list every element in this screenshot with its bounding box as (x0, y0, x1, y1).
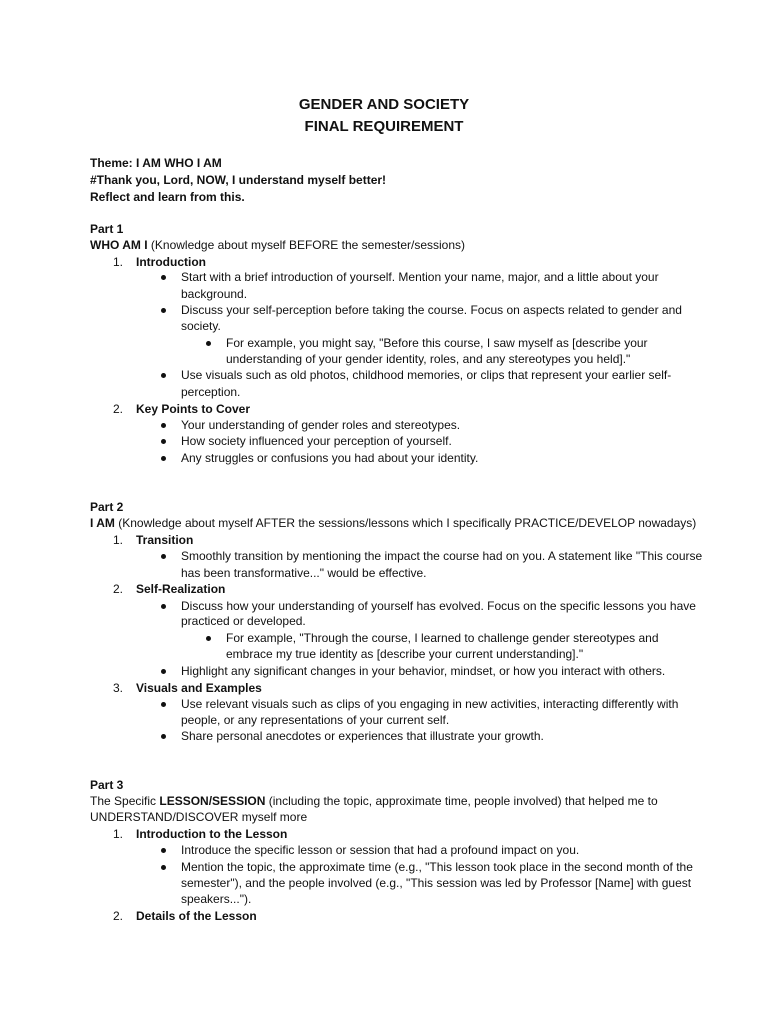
bullet-dot (161, 848, 166, 853)
item-label-introduction: Introduction (136, 255, 206, 269)
list-number: 1. (113, 533, 124, 547)
item-label-transition: Transition (136, 533, 194, 547)
reflect-line: Reflect and learn from this. (90, 190, 245, 204)
bullet-text: Use relevant visuals such as clips of you engaging in new activities, interacting differently with (181, 697, 679, 711)
document-subtitle: FINAL REQUIREMENT (304, 118, 464, 135)
part3-subject (90, 793, 658, 809)
bullet-text: Start with a brief introduction of yourself. Mention your name, major, and a little about your (181, 270, 659, 284)
bullet-text: society. (181, 319, 221, 333)
bullet-dot (161, 456, 166, 461)
bullet-text: perception. (181, 385, 241, 399)
bullet-dot (161, 439, 166, 444)
item-label-visuals: Visuals and Examples (136, 681, 262, 695)
sub-bullet-text: embrace my true identity as [describe your current understanding]." (226, 647, 584, 661)
list-number: 2. (113, 909, 124, 923)
bullet-dot (161, 275, 166, 280)
bullet-dot (161, 669, 166, 674)
bullet-dot (161, 865, 166, 870)
thanks-line: #Thank you, Lord, NOW, I understand myself better! (90, 173, 387, 187)
bullet-dot (161, 423, 166, 428)
bullet-dot (161, 734, 166, 739)
part1-subject-bold: WHO AM I (90, 238, 148, 252)
bullet-text: Your understanding of gender roles and stereotypes. (181, 418, 461, 432)
bullet-text: practiced or developed. (181, 614, 306, 628)
bullet-dot (161, 308, 166, 313)
sub-bullet-text: understanding of your gender identity, roles, and any stereotypes you held]." (226, 352, 631, 366)
item-label-key-points: Key Points to Cover (136, 402, 251, 416)
part1-heading: Part 1 (90, 222, 124, 236)
list-number: 2. (113, 582, 124, 596)
document-title: GENDER AND SOCIETY (298, 96, 470, 113)
bullet-text: Discuss your self-perception before taking the course. Focus on aspects related to gender and (181, 303, 682, 317)
bullet-text: How society influenced your perception of yourself. (181, 434, 452, 448)
bullet-text: speakers..."). (181, 892, 252, 906)
bullet-text: Introduce the specific lesson or session that had a profound impact on you. (181, 843, 580, 857)
bullet-dot (161, 554, 166, 559)
item-label-self-realization: Self-Realization (136, 582, 226, 596)
bullet-dot (161, 604, 166, 609)
sub-bullet-text: For example, "Through the course, I learned to challenge gender stereotypes and (226, 631, 659, 645)
bullet-text: Share personal anecdotes or experiences that illustrate your growth. (181, 729, 544, 743)
part3-subject-pre: The Specific (90, 794, 157, 808)
part2-subject (90, 515, 696, 531)
bullet-text: Smoothly transition by mentioning the impact the course had on you. A statement like "This course (181, 549, 703, 563)
bullet-text: Use visuals such as old photos, childhood memories, or clips that represent your earlier self- (181, 368, 672, 382)
sub-bullet-text: For example, you might say, "Before this course, I saw myself as [describe your (226, 336, 648, 350)
item-label-introduction-lesson: Introduction to the Lesson (136, 827, 288, 841)
part1-subject-rest: (Knowledge about myself BEFORE the semester/sessions) (150, 238, 466, 252)
part2-subject-rest: (Knowledge about myself AFTER the sessions/lessons which I specifically PRACTICE/DEVELOP nowadays) (118, 516, 697, 530)
bullet-dot (206, 636, 211, 641)
part3-subject-rest: (including the topic, approximate time, people involved) that helped me to (268, 794, 658, 808)
part1-subject (90, 237, 465, 253)
bullet-text: Mention the topic, the approximate time (e.g., "This lesson took place in the second month of the (181, 860, 693, 874)
list-number: 2. (113, 402, 124, 416)
part3-subject-bold: LESSON/SESSION (159, 794, 266, 808)
bullet-text: Highlight any significant changes in your behavior, mindset, or how you interact with others. (181, 664, 666, 678)
part3-subject-line2: UNDERSTAND/DISCOVER myself more (90, 810, 308, 824)
bullet-text: background. (181, 287, 248, 301)
bullet-text: Discuss how your understanding of yourself has evolved. Focus on the specific lessons you have (181, 599, 696, 613)
bullet-dot (206, 341, 211, 346)
list-number: 3. (113, 681, 124, 695)
bullet-dot (161, 702, 166, 707)
item-label-details: Details of the Lesson (136, 909, 257, 923)
part2-subject-bold: I AM (90, 516, 115, 530)
list-number: 1. (113, 827, 124, 841)
bullet-text: Any struggles or confusions you had about your identity. (181, 451, 479, 465)
bullet-text: has been transformative..." would be effective. (181, 566, 427, 580)
part2-heading: Part 2 (90, 500, 124, 514)
bullet-text: people, or any representations of your current self. (181, 713, 450, 727)
bullet-dot (161, 373, 166, 378)
theme-line: Theme: I AM WHO I AM (90, 156, 222, 170)
part3-heading: Part 3 (90, 778, 124, 792)
bullet-text: semester"), and the people involved (e.g., "This session was led by Professor [Name] with guest (181, 876, 692, 890)
list-number: 1. (113, 255, 124, 269)
